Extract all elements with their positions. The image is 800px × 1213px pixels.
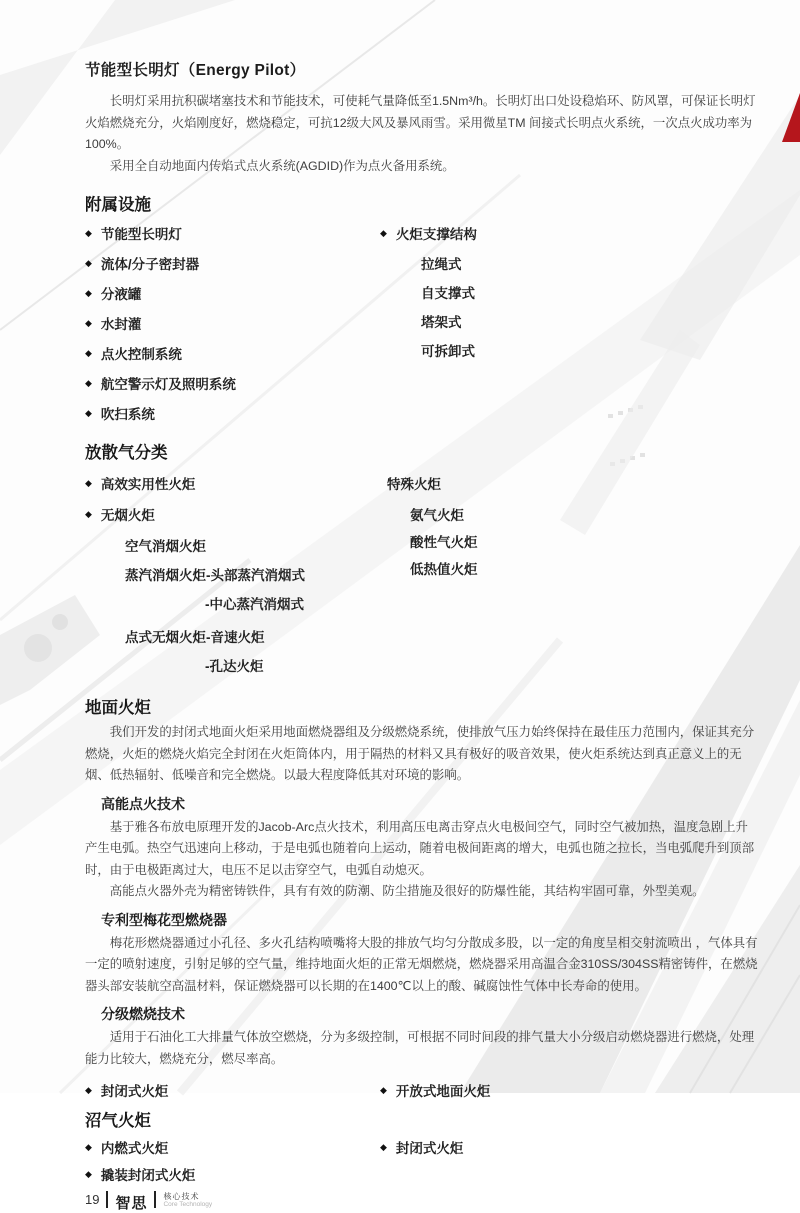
smokeless-sublist [85, 535, 380, 675]
list-item: 点式无烟火炬-音速火炬 [125, 630, 265, 645]
section-heading-auxiliary: 附属设施 [85, 196, 151, 214]
list-item [85, 1164, 380, 1184]
list-item-label: 流体/分子密封器 [100, 257, 200, 272]
auxiliary-left-list [85, 223, 380, 433]
list-item: 低热值火炬 [410, 562, 478, 577]
ignition-paragraph-2: 高能点火器外壳为精密铸铁件，具有有效的防潮、防尘措施及很好的防爆性能，其结构牢固可靠，外型美观。 [109, 884, 705, 898]
list-item-label: 水封灌 [100, 317, 142, 332]
diamond-bullet-icon: ◆ [85, 378, 92, 388]
diamond-bullet-icon: ◆ [380, 1142, 387, 1152]
diamond-bullet-icon: ◆ [380, 1085, 387, 1095]
list-item [85, 373, 380, 393]
list-item [380, 1080, 490, 1100]
footer-tagline [163, 1191, 212, 1209]
section-heading-ground-flare: 地面火炬 [85, 699, 151, 717]
list-item [85, 1080, 380, 1100]
auxiliary-right-list [380, 223, 760, 433]
list-item: 自支撑式 [421, 286, 475, 301]
list-item [85, 403, 380, 423]
tagline-english: Core Technology [163, 1201, 213, 1209]
list-item-label: 内燃式火炬 [100, 1141, 169, 1156]
diamond-bullet-icon: ◆ [85, 318, 92, 328]
diamond-bullet-icon: ◆ [85, 228, 92, 238]
special-flare-heading: 特殊火炬 [387, 477, 441, 492]
diamond-bullet-icon: ◆ [85, 1085, 92, 1095]
page-footer [85, 1191, 760, 1213]
list-item [85, 283, 380, 303]
ground-flare-intro: 我们开发的封闭式地面火炬采用地面燃烧器组及分级燃烧系统，使排放气压力始终保持在最佳压力范围内，保证其充分燃烧，火炬的燃烧火焰完全封闭在火炬筒体内，用于隔热的材料又具有极好的吸音效果，使火炬系统达到真正意义上的无烟、低热辐射、低噪音和完全燃烧。以最大程度降低其对环境的影响。 [85, 725, 755, 782]
intro-paragraph-2: 采用全自动地面内传焰式点火系统(AGDID)作为点火备用系统。 [109, 158, 455, 173]
list-item [85, 473, 380, 493]
diamond-bullet-icon: ◆ [85, 1142, 92, 1152]
ground-flare-types-row [85, 1080, 760, 1100]
brand-logo-text: 智思 [115, 1195, 148, 1212]
list-item-label: 火炬支撑结构 [395, 227, 477, 242]
list-item-label: 吹扫系统 [100, 407, 155, 422]
staged-combustion-paragraph: 适用于石油化工大排量气体放空燃烧，分为多级控制，可根据不同时间段的排气量大小分级启动燃烧器进行燃烧，处理能力比较大，燃烧充分，燃尽率高。 [85, 1030, 755, 1066]
list-item [85, 253, 380, 273]
diamond-bullet-icon: ◆ [85, 478, 92, 488]
gas-left-list [85, 473, 380, 684]
list-item: 塔架式 [421, 315, 462, 330]
list-item [85, 313, 380, 333]
list-item-label: 撬装封闭式火炬 [100, 1168, 196, 1183]
subsection-heading-staged-combustion: 分级燃烧技术 [101, 1006, 185, 1022]
list-item: -孔达火炬 [205, 659, 264, 674]
diamond-bullet-icon: ◆ [85, 509, 92, 519]
page-title: 节能型长明灯（Energy Pilot） [85, 62, 306, 79]
biogas-row-1 [85, 1137, 760, 1157]
intro-paragraph-1: 长明灯采用抗积碳堵塞技术和节能技术，可使耗气量降低至1.5Nm³/h。长明灯出口处设稳焰环、防风罩，可保证长明灯火焰燃烧充分，火焰刚度好，燃烧稳定，可抗12级大风及暴风雨雪。采用微星TM 间接式长明点火系统，一次点火成功率为100%。 [85, 94, 756, 151]
list-item-label: 航空警示灯及照明系统 [100, 377, 236, 392]
list-item: 可拆卸式 [421, 344, 475, 359]
section-heading-gas-classification: 放散气分类 [85, 444, 168, 462]
burner-paragraph: 梅花形燃烧器通过小孔径、多火孔结构喷嘴将大股的排放气均匀分散成多股，以一定的角度呈相交射流喷出 ，气体具有一定的喷射速度，引射足够的空气量，维持地面火炬的正常无烟燃烧，燃烧器采用高温合金310SS/304SS精密铸件，在燃烧器头部安装航空高温材料，保证燃烧器可以长期的在1400℃以上的酸、碱腐蚀性气体中长寿命的使用。 [85, 935, 758, 993]
gas-columns [85, 473, 760, 684]
gas-right-list [380, 473, 760, 684]
list-item: 氨气火炬 [410, 508, 464, 523]
list-item-label: 封闭式火炬 [395, 1141, 464, 1156]
list-item [85, 504, 380, 524]
diamond-bullet-icon: ◆ [380, 228, 387, 238]
footer-divider-bar [106, 1191, 108, 1208]
ignition-paragraph-1: 基于雅各布放电原理开发的Jacob-Arc点火技术，利用高压电离击穿点火电极间空气，同时空气被加热，温度急剧上升产生电弧。热空气迅速向上移动，于是电弧也随着向上运动，随着电极间距离的增大，电弧也随之拉长，当电弧爬升到顶部时，由于电极距离过大，电压不足以击穿空气，电弧自动熄灭。 [85, 819, 755, 877]
biogas-row-2 [85, 1164, 760, 1184]
list-item-label: 无烟火炬 [100, 508, 155, 523]
list-item: 空气消烟火炬 [125, 539, 206, 554]
tagline-chinese: 核心技术 [163, 1192, 200, 1201]
list-item-label: 高效实用性火炬 [100, 477, 196, 492]
diamond-bullet-icon: ◆ [85, 258, 92, 268]
list-item: 酸性气火炬 [410, 535, 478, 550]
diamond-bullet-icon: ◆ [85, 408, 92, 418]
section-heading-biogas-flare: 沼气火炬 [85, 1112, 151, 1130]
diamond-bullet-icon: ◆ [85, 288, 92, 298]
list-item: 拉绳式 [421, 257, 462, 272]
page-number: 19 [85, 1192, 100, 1207]
list-item [380, 1137, 463, 1157]
list-item: -中心蒸汽消烟式 [205, 597, 304, 612]
diamond-bullet-icon: ◆ [85, 348, 92, 358]
support-structure-sublist [380, 253, 760, 360]
list-item-label: 开放式地面火炬 [395, 1084, 491, 1099]
list-item [85, 343, 380, 363]
list-item-label: 封闭式火炬 [100, 1084, 169, 1099]
list-item-label: 分液罐 [100, 287, 142, 302]
subsection-heading-burner: 专利型梅花型燃烧器 [101, 911, 227, 928]
special-flare-sublist [380, 504, 760, 578]
list-item-label: 点火控制系统 [100, 347, 182, 362]
subsection-heading-ignition: 高能点火技术 [101, 795, 185, 812]
footer-divider-bar [154, 1191, 156, 1208]
auxiliary-columns [85, 223, 760, 433]
list-item: 蒸汽消烟火炬-头部蒸汽消烟式 [125, 568, 305, 583]
list-item [85, 223, 380, 243]
list-item [85, 1137, 380, 1157]
support-structure-heading-item [380, 223, 760, 243]
list-item-label: 节能型长明灯 [100, 227, 182, 242]
diamond-bullet-icon: ◆ [85, 1169, 92, 1179]
